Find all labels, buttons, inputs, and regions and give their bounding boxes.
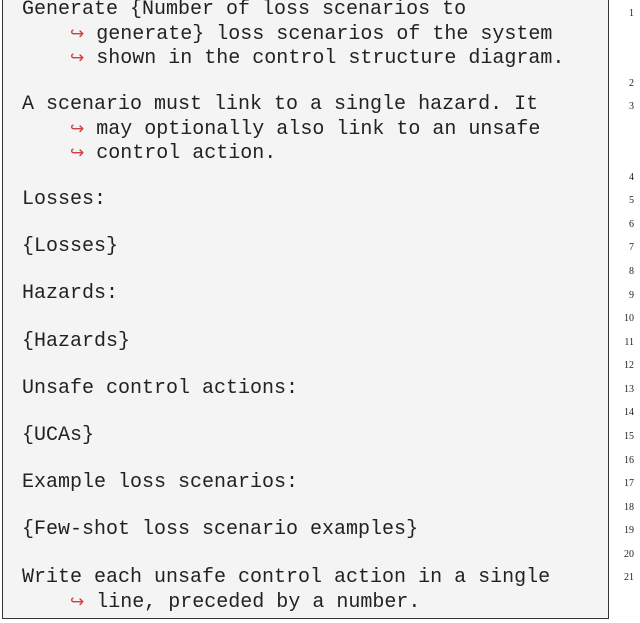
code-line: A scenario must link to a single hazard. It xyxy=(22,93,539,116)
code-line-wrapped: ↪ may optionally also link to an unsafe xyxy=(70,118,541,141)
line-number: 3 xyxy=(629,101,634,112)
line-number: 18 xyxy=(624,502,634,513)
line-number: 10 xyxy=(624,313,634,324)
code-listing xyxy=(2,0,609,619)
line-number: 20 xyxy=(624,549,634,560)
code-line: Losses: xyxy=(22,188,107,211)
line-number: 8 xyxy=(629,266,634,277)
line-number: 5 xyxy=(629,195,634,206)
wrap-arrow-icon: ↪ xyxy=(70,143,85,163)
wrap-arrow-icon: ↪ xyxy=(70,119,85,139)
code-line: {Hazards} xyxy=(22,330,131,353)
wrap-arrow-icon: ↪ xyxy=(70,592,85,612)
line-number: 19 xyxy=(624,525,634,536)
code-line: Example loss scenarios: xyxy=(22,471,299,494)
line-number: 4 xyxy=(629,172,634,183)
line-number: 11 xyxy=(624,337,634,348)
wrap-arrow-icon: ↪ xyxy=(70,48,85,68)
wrap-arrow-icon: ↪ xyxy=(70,24,85,44)
line-number: 12 xyxy=(624,360,634,371)
code-line: {Losses} xyxy=(22,235,119,258)
line-number: 16 xyxy=(624,455,634,466)
code-line: Generate {Number of loss scenarios to xyxy=(22,0,467,21)
code-line-wrapped: ↪ line, preceded by a number. xyxy=(70,591,421,614)
line-number: 7 xyxy=(629,242,634,253)
line-number: 15 xyxy=(624,431,634,442)
code-line: Unsafe control actions: xyxy=(22,377,299,400)
code-line-wrapped: ↪ generate} loss scenarios of the system xyxy=(70,23,553,46)
code-line-wrapped: ↪ shown in the control structure diagram. xyxy=(70,47,565,70)
code-line: Hazards: xyxy=(22,282,119,305)
line-number: 2 xyxy=(629,78,634,89)
line-number: 6 xyxy=(629,219,634,230)
code-line: {UCAs} xyxy=(22,424,95,447)
line-number: 17 xyxy=(624,478,634,489)
line-number: 9 xyxy=(629,290,634,301)
line-number: 14 xyxy=(624,407,634,418)
line-number: 13 xyxy=(624,384,634,395)
code-line: {Few-shot loss scenario examples} xyxy=(22,518,419,541)
line-number: 1 xyxy=(629,8,634,19)
line-number: 21 xyxy=(624,572,634,583)
code-line: Write each unsafe control action in a single xyxy=(22,566,551,589)
code-line-wrapped: ↪ control action. xyxy=(70,142,277,165)
